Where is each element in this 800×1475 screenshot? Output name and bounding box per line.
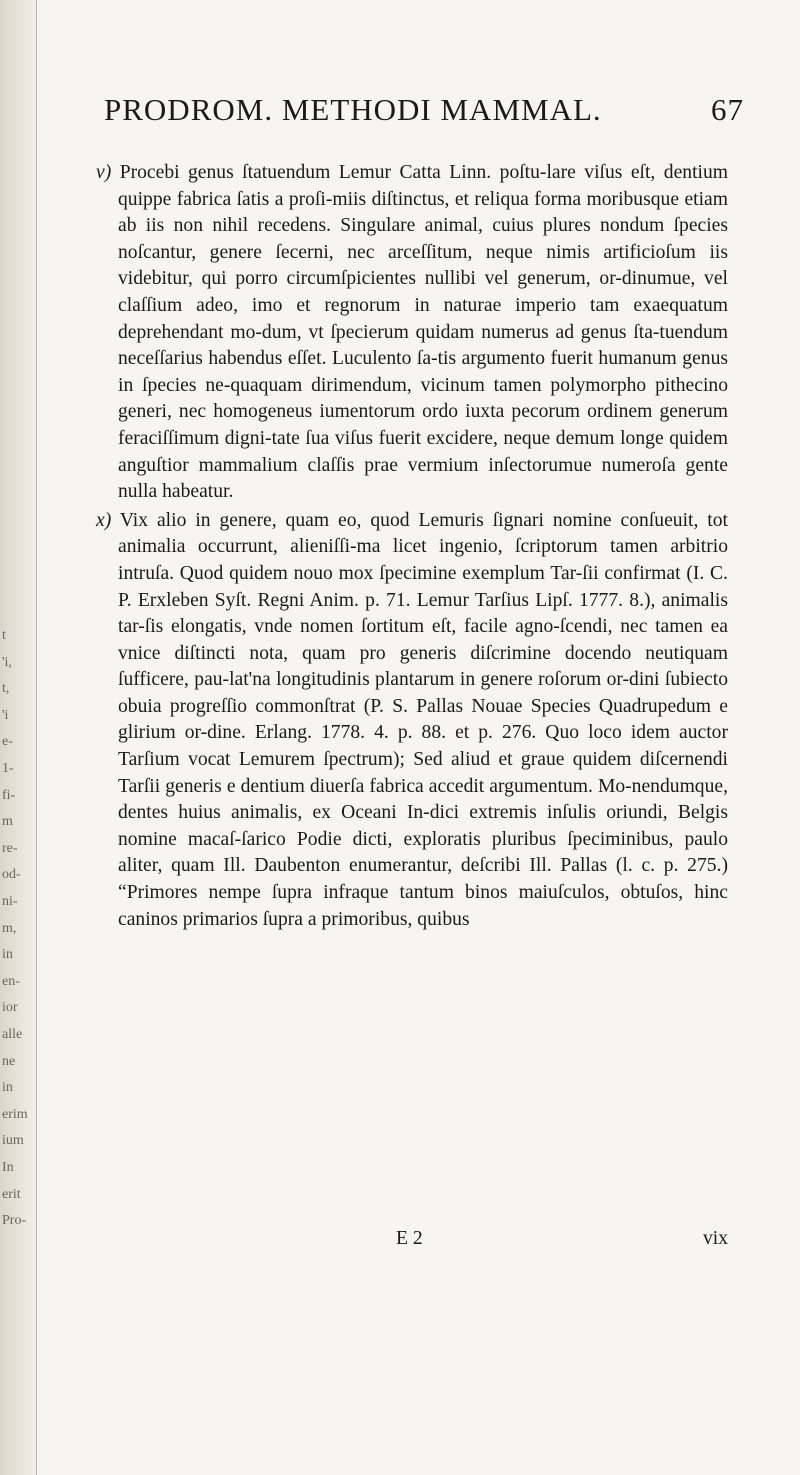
bleed-fragment: ne (2, 1053, 16, 1069)
page-number: 67 (711, 92, 744, 127)
page-footer (96, 1228, 728, 1256)
note-x (96, 508, 728, 934)
bleed-fragment: alle (2, 1027, 23, 1042)
bleed-fragment: Pro- (2, 1213, 27, 1229)
bleed-fragment: re- (2, 840, 18, 856)
bleed-fragment: 'i (2, 707, 9, 723)
note-text: Vix alio in genere, quam eo, quod Lemuris ſignari nomine conſueuit, tot animalia occurrunt, alieniſſi-ma licet ingenio, ſcriptorum tamen arbitrio intruſa. Quod quidem nouo mox ſpecimine exemplum Tar-ſii confirmat (I. C. P. Erxleben Syſt. Regni Anim. p. 71. Lemur Tarſius Lipſ. 1777. 8.), animalis tar-ſis elongatis, vnde nomen ſortitum eſt, facile agno-ſcendi, nec tamen ea vnice diſtincti nota, quam pro generis diſcrimine docendo neutiquam ſufficere, pau-lat'na longitudinis plantarum in genere roſorum or-dini ſubiecto obuia progreſſio commonſtrat (P. S. Pallas Nouae Species Quadrupedum e glirium or-dine. Erlang. 1778. 4. p. 88. et p. 276. Quo loco idem auctor Tarſium vocat Lemurem ſpectrum); Sed aliud et graue quidem diſcernendi Tarſii generis e dentium diuerſa fabrica accedit argumentum. Mo-nendumque, dentes huius animalis, ex Oceani In-dici extremis inſulis oriundi, Belgis nomine macaſ-ſarico Podie dicti, exploratis pluribus ſpeciminibus, paulo aliter, quam Ill. Daubenton enumerantur, deſcribi Ill. Pallas (l. c. p. 275.) “Primores nempe ſupra infraque tantum binos maiuſculos, obtuſos, hinc caninos primarios ſupra a primoribus, quibus (118, 509, 728, 930)
note-marker: x) (96, 509, 112, 531)
bleed-fragment: en- (2, 973, 20, 989)
bleed-fragment: in (2, 947, 13, 963)
bleed-fragment: erim (2, 1106, 28, 1122)
bleed-fragment: ior (2, 1000, 18, 1016)
bleed-fragment: e- (2, 734, 13, 750)
note-v (96, 160, 728, 506)
bleed-fragment: od- (2, 867, 21, 883)
bleed-fragment: ium (2, 1133, 24, 1149)
bleed-fragment: t, (2, 681, 10, 697)
bleed-fragment: t (2, 628, 6, 643)
note-marker: v) (96, 162, 112, 183)
bleed-fragment: 'i, (2, 654, 12, 670)
bleed-fragment: 1- (2, 761, 14, 776)
bleed-fragment: ni- (2, 894, 18, 909)
running-title: PRODROM. METHODI MAMMAL. (104, 92, 602, 127)
signature-mark: E 2 (396, 1228, 423, 1249)
note-text: Procebi genus ſtatuendum Lemur Catta Linn. poſtu-lare viſus eſt, dentium quippe fabrica ſatis a proſi-miis diſtinctus, et reliqua forma moribusque etiam ab iis non nihil recedens. Singulare animal, cuius plures nondum ſpecies noſcantur, genere ſecerni, nec arceſſitum, neque nimis artificioſum iis videbitur, qui porro circumſpicientes nullibi vel generum, or-dinumue, vel claſſium adeo, imo et regnorum in naturae imperio tam exaequatum deprehendant mo-dum, vt ſpecierum quidam numerus ad genus ſta-tuendum neceſſarius habendus eſſet. Luculento ſa-tis argumento fuerit humanum genus in ſpecies ne-quaquam dirimendum, vicinum tamen polymorpho pithecino generi, nec homogeneus iumentorum ordo iuxta pecorum ordinem generum feraciſſimum digni-tate ſua viſus fuerit excidere, neque demum longe quidem anguſtior mammalium claſſis prae vermium inſectorumue numeroſa gente nulla habeatur. (118, 162, 728, 503)
bleed-fragment: erit (2, 1186, 21, 1202)
catchword: vix (702, 1228, 728, 1249)
bleed-fragment: in (2, 1080, 13, 1096)
bleed-fragment: fi- (2, 787, 16, 803)
bleed-fragment: m (2, 814, 13, 830)
footnote-block (96, 160, 728, 933)
bleed-fragment: In (2, 1160, 14, 1175)
bleed-fragment: m, (2, 920, 17, 936)
